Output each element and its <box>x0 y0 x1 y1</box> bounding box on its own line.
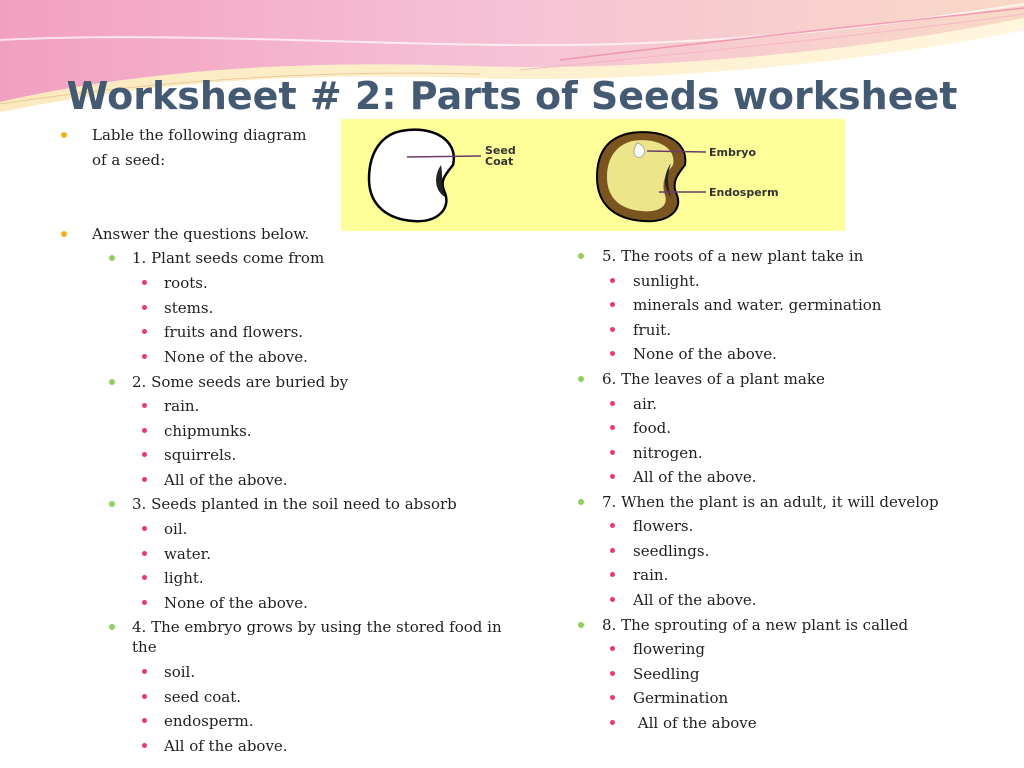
option: All of the above. <box>164 471 288 489</box>
option: flowering <box>633 640 705 658</box>
bullet-icon <box>142 743 147 748</box>
option: None of the above. <box>164 348 308 366</box>
option: Seedling <box>633 665 700 683</box>
option: soil. <box>164 663 196 681</box>
bullet-icon <box>610 351 615 356</box>
question-8: 8. The sprouting of a new plant is called <box>602 616 909 634</box>
question-7: 7. When the plant is an adult, it will develop <box>602 493 939 511</box>
coat-label: Coat <box>485 155 514 168</box>
bullet-icon <box>610 720 615 725</box>
bullet-icon <box>578 499 584 505</box>
bullet-icon <box>142 428 147 433</box>
bullet-icon <box>610 302 615 307</box>
option: All of the above. <box>633 468 757 486</box>
bullet-icon <box>610 695 615 700</box>
bullet-icon <box>610 523 615 528</box>
option: rain. <box>633 566 669 584</box>
option: roots. <box>164 274 208 292</box>
option: nitrogen. <box>633 444 703 462</box>
bullet-icon <box>610 278 615 283</box>
bullet-icon <box>610 327 615 332</box>
page-title: Worksheet # 2: Parts of Seeds worksheet <box>66 74 958 118</box>
bullet-icon <box>61 132 67 138</box>
bullet-icon <box>610 597 615 602</box>
bullet-icon <box>578 376 584 382</box>
option: sunlight. <box>633 272 700 290</box>
option: None of the above. <box>633 345 777 363</box>
seed-diagram <box>341 119 845 231</box>
bullet-icon <box>610 572 615 577</box>
bullet-icon <box>142 669 147 674</box>
option: fruit. <box>633 321 671 339</box>
bullet-icon <box>142 477 147 482</box>
intro-line-1: Lable the following diagram <box>92 126 307 144</box>
bullet-icon <box>109 501 115 507</box>
bullet-icon <box>61 231 67 237</box>
bullet-icon <box>610 474 615 479</box>
bullet-icon <box>610 548 615 553</box>
bullet-icon <box>142 575 147 580</box>
option: air. <box>633 395 658 413</box>
question-4-line-2: the <box>132 638 157 656</box>
bullet-icon <box>142 403 147 408</box>
option: squirrels. <box>164 446 237 464</box>
option: stems. <box>164 299 214 317</box>
question-3: 3. Seeds planted in the soil need to absorb <box>132 495 457 513</box>
question-2: 2. Some seeds are buried by <box>132 373 349 391</box>
option: None of the above. <box>164 594 308 612</box>
option: rain. <box>164 397 200 415</box>
bullet-icon <box>610 646 615 651</box>
bullet-icon <box>142 280 147 285</box>
bullet-icon <box>109 624 115 630</box>
bullet-icon <box>142 718 147 723</box>
bullet-icon <box>578 622 584 628</box>
bullet-icon <box>142 551 147 556</box>
bullet-icon <box>610 401 615 406</box>
bullet-icon <box>142 452 147 457</box>
option: oil. <box>164 520 188 538</box>
bullet-icon <box>578 253 584 259</box>
bullet-icon <box>142 329 147 334</box>
bullet-icon <box>142 600 147 605</box>
seed-label: Seed <box>485 144 516 157</box>
option: All of the above <box>633 714 757 732</box>
option: fruits and flowers. <box>164 323 304 341</box>
option: water. <box>164 545 211 563</box>
option: Germination <box>633 689 729 707</box>
bullet-icon <box>610 425 615 430</box>
option: seed coat. <box>164 688 241 706</box>
option: endosperm. <box>164 712 254 730</box>
option: All of the above. <box>164 737 288 755</box>
bullet-icon <box>109 255 115 261</box>
option: seedlings. <box>633 542 710 560</box>
question-4-line-1: 4. The embryo grows by using the stored food in <box>132 618 502 636</box>
option: All of the above. <box>633 591 757 609</box>
bullet-icon <box>610 450 615 455</box>
bullet-icon <box>610 671 615 676</box>
bullet-icon <box>142 354 147 359</box>
option: chipmunks. <box>164 422 252 440</box>
embryo-label: Embryo <box>709 146 757 159</box>
option: flowers. <box>633 517 694 535</box>
bullet-icon <box>142 526 147 531</box>
option: light. <box>164 569 204 587</box>
answer-prompt: Answer the questions below. <box>92 225 310 243</box>
option: minerals and water. germination <box>633 296 882 314</box>
bullet-icon <box>142 305 147 310</box>
question-5: 5. The roots of a new plant take in <box>602 247 864 265</box>
bullet-icon <box>109 379 115 385</box>
endosperm-label: Endosperm <box>709 186 779 199</box>
intro-line-2: of a seed: <box>92 151 166 169</box>
question-6: 6. The leaves of a plant make <box>602 370 825 388</box>
option: food. <box>633 419 671 437</box>
question-1: 1. Plant seeds come from <box>132 249 325 267</box>
bullet-icon <box>142 694 147 699</box>
